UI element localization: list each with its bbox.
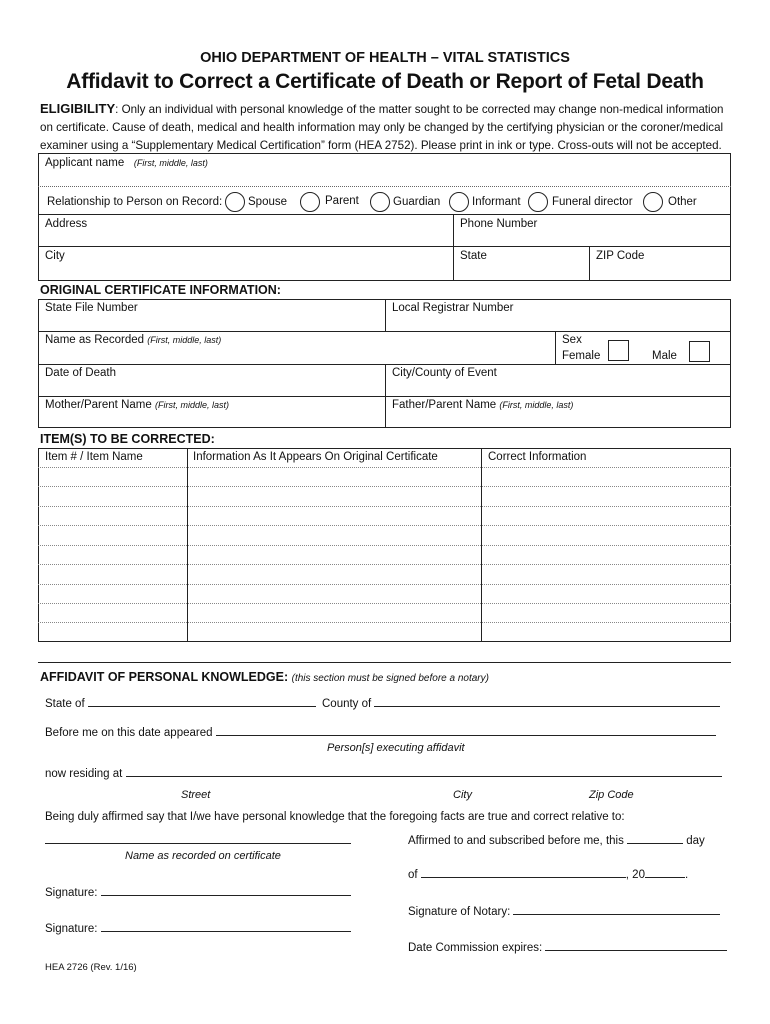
city-caption: City: [453, 789, 472, 801]
parent-label: Parent: [325, 195, 359, 207]
affidavit-note: (this section must be signed before a notary): [291, 673, 489, 684]
state-file-number-field[interactable]: State File Number: [45, 302, 138, 314]
column-header-correct-info: Correct Information: [488, 451, 587, 463]
table-row[interactable]: [38, 506, 731, 526]
state-field[interactable]: State: [460, 250, 487, 262]
spouse-radio[interactable]: [225, 192, 245, 212]
applicant-name-hint: (First, middle, last): [133, 158, 208, 168]
agency-heading: OHIO DEPARTMENT OF HEALTH – VITAL STATISTICS: [200, 50, 570, 66]
table-row[interactable]: [38, 486, 731, 506]
applicant-name-field[interactable]: Applicant name (First, middle, last): [45, 157, 208, 169]
sex-label: Sex: [562, 334, 582, 346]
female-checkbox[interactable]: [608, 340, 629, 361]
name-recorded-line[interactable]: [45, 832, 351, 847]
table-row[interactable]: [38, 545, 731, 565]
table-row[interactable]: [38, 525, 731, 545]
before-me-line[interactable]: Before me on this date appeared: [45, 724, 716, 739]
table-row[interactable]: [38, 603, 731, 623]
persons-caption: Person[s] executing affidavit: [327, 742, 465, 754]
guardian-radio[interactable]: [370, 192, 390, 212]
eligibility-paragraph: [40, 100, 730, 155]
parent-radio[interactable]: [300, 192, 320, 212]
column-header-original-info: Information As It Appears On Original Certificate: [193, 451, 438, 463]
column-header-item: Item # / Item Name: [45, 451, 143, 463]
items-corrected-heading: ITEM(S) TO BE CORRECTED:: [40, 432, 215, 446]
name-as-recorded-hint: (First, middle, last): [147, 335, 222, 345]
affidavit-heading: AFFIDAVIT OF PERSONAL KNOWLEDGE: (this section must be signed before a notary): [40, 670, 489, 684]
table-row[interactable]: [38, 564, 731, 584]
city-field[interactable]: City: [45, 250, 65, 262]
table-row[interactable]: [38, 584, 731, 604]
of-date-line[interactable]: of , 20 .: [408, 866, 688, 881]
father-parent-name-field[interactable]: Father/Parent Name (First, middle, last): [392, 399, 574, 411]
female-label: Female: [562, 350, 601, 362]
informant-radio[interactable]: [449, 192, 469, 212]
notary-signature-line[interactable]: Signature of Notary:: [408, 903, 720, 918]
father-name-hint: (First, middle, last): [499, 400, 574, 410]
mother-name-hint: (First, middle, last): [154, 400, 229, 410]
city-county-event-field[interactable]: City/County of Event: [392, 367, 497, 379]
date-of-death-field[interactable]: Date of Death: [45, 367, 116, 379]
guardian-label: Guardian: [393, 196, 441, 208]
original-certificate-heading: ORIGINAL CERTIFICATE INFORMATION:: [40, 283, 281, 297]
spouse-label: Spouse: [248, 196, 288, 208]
name-recorded-caption: Name as recorded on certificate: [125, 850, 281, 862]
phone-field[interactable]: Phone Number: [460, 218, 538, 230]
local-registrar-number-field[interactable]: Local Registrar Number: [392, 302, 514, 314]
signature-line-2[interactable]: Signature:: [45, 920, 351, 935]
form-id: HEA 2726 (Rev. 1/16): [45, 962, 137, 973]
relationship-label: Relationship to Person on Record:: [47, 196, 223, 208]
signature-line-1[interactable]: Signature:: [45, 884, 351, 899]
other-label: Other: [668, 196, 697, 208]
now-residing-line[interactable]: now residing at: [45, 765, 722, 780]
street-caption: Street: [181, 789, 211, 801]
male-label: Male: [652, 350, 677, 362]
form-title: Affidavit to Correct a Certificate of Death or Report of Fetal Death: [66, 70, 704, 93]
male-checkbox[interactable]: [689, 341, 710, 362]
funeral-director-radio[interactable]: [528, 192, 548, 212]
other-radio[interactable]: [643, 192, 663, 212]
commission-expires-line[interactable]: Date Commission expires:: [408, 939, 727, 954]
zip-caption: Zip Code: [589, 789, 634, 801]
eligibility-text: : Only an individual with personal knowledge of the matter sought to be corrected may change non-medical information on certificate. Cause of death, medical and health information may only be changed by the certifying physician or the coroner/medical examiner using a “Supplementary Medical Certification” form (HEA 2752). Please print in ink or type. Cross-outs will not be accepted.: [40, 103, 724, 152]
table-row[interactable]: [38, 467, 731, 487]
informant-label: Informant: [472, 196, 521, 208]
mother-parent-name-field[interactable]: Mother/Parent Name (First, middle, last): [45, 399, 229, 411]
zip-field[interactable]: ZIP Code: [596, 250, 645, 262]
state-of-line[interactable]: State of: [45, 695, 316, 710]
table-row[interactable]: [38, 622, 731, 642]
affirm-statement: Being duly affirmed say that I/we have personal knowledge that the foregoing facts are true and correct relative to:: [45, 811, 625, 823]
eligibility-heading: ELIGIBILITY: [40, 101, 116, 116]
county-of-line[interactable]: County of: [322, 695, 720, 710]
affirmed-before-line[interactable]: Affirmed to and subscribed before me, this day: [408, 832, 705, 847]
address-field[interactable]: Address: [45, 218, 88, 230]
funeral-director-label: Funeral director: [552, 196, 633, 208]
name-as-recorded-field[interactable]: Name as Recorded (First, middle, last): [45, 334, 222, 346]
